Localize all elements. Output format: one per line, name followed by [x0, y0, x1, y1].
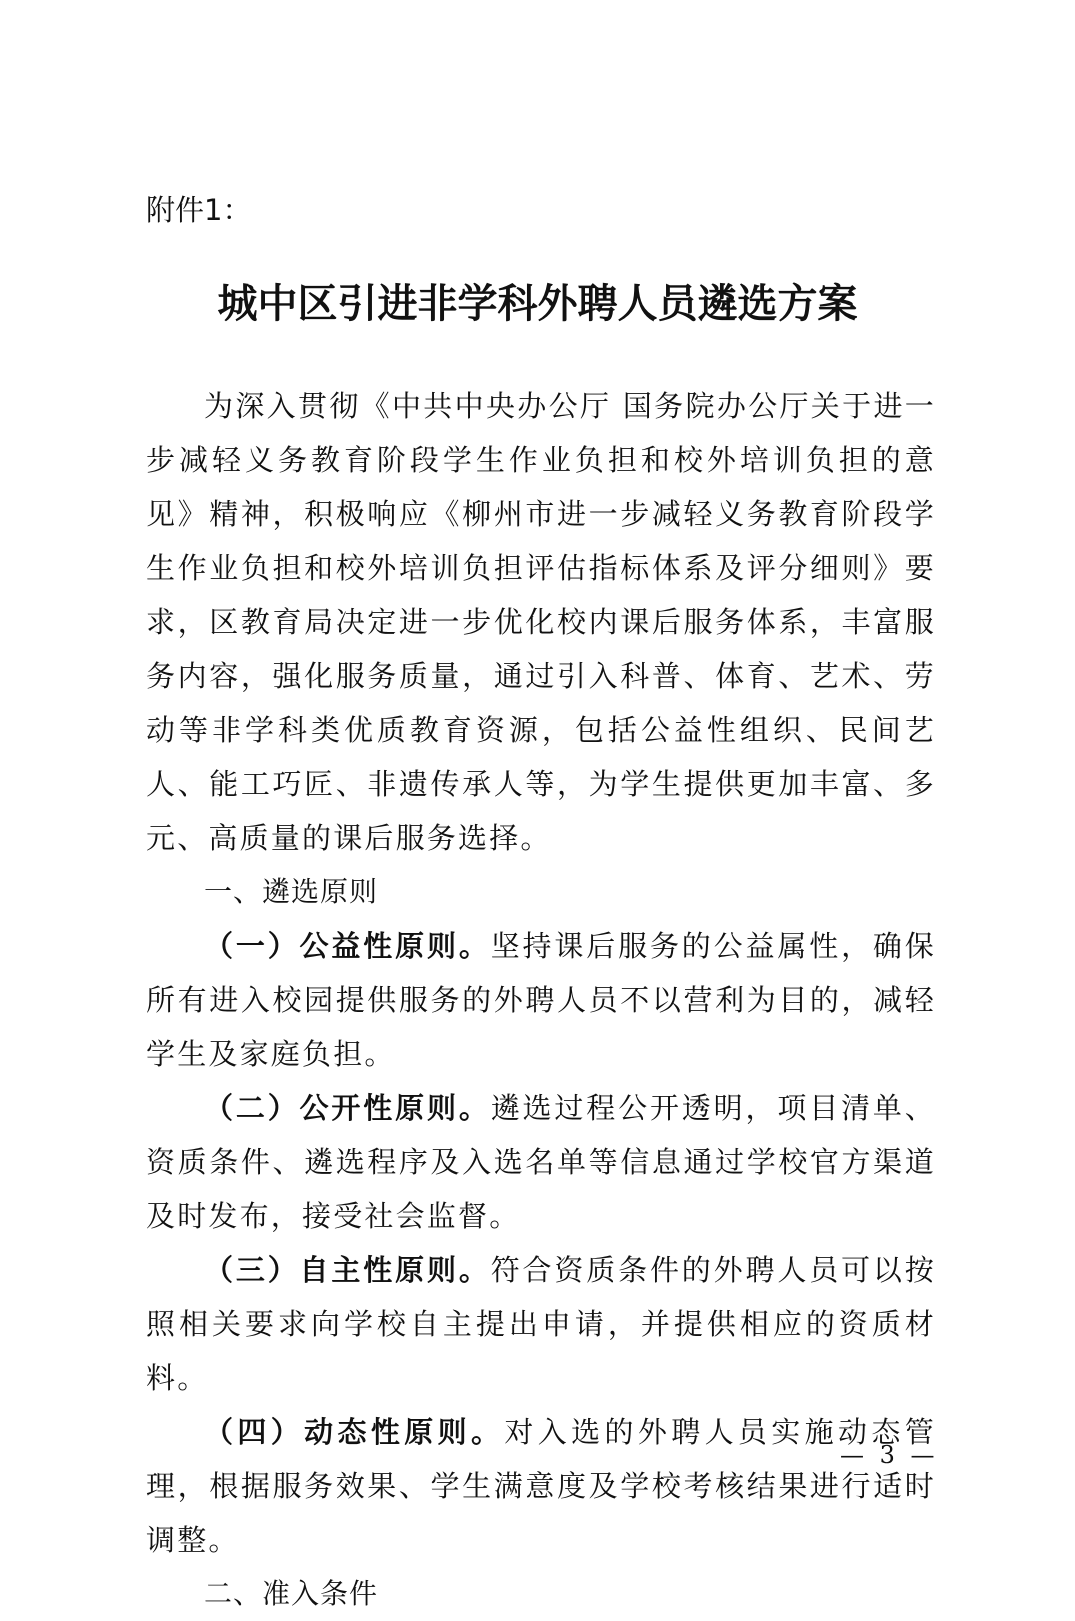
document-title: 城中区引进非学科外聘人员遴选方案	[217, 280, 858, 327]
principle-text: 符合资质条件的外聘人员可以按照相关要求向学校自主提出申请，并提供相应的资质材料。	[146, 1253, 936, 1395]
principle-label: （二）公开性原则。	[204, 1091, 491, 1125]
principle-label: （四）动态性原则。	[204, 1415, 505, 1449]
principle-text: 坚持课后服务的公益属性，确保所有进入校园提供服务的外聘人员不以营利为目的，减轻学生及家庭负担。	[146, 929, 936, 1071]
principle-paragraph	[146, 1405, 936, 1567]
page-number: — 3 —	[840, 1441, 939, 1469]
section-heading-principles: 一、遴选原则	[204, 875, 379, 908]
principle-text: 对入选的外聘人员实施动态管理，根据服务效果、学生满意度及学校考核结果进行适时调整。	[146, 1415, 936, 1557]
principle-text: 遴选过程公开透明，项目清单、资质条件、遴选程序及入选名单等信息通过学校官方渠道及时发布，接受社会监督。	[146, 1091, 936, 1233]
principle-paragraph	[146, 919, 936, 1081]
principle-label: （一）公益性原则。	[204, 929, 491, 963]
attachment-label: 附件1：	[146, 193, 252, 227]
document-body	[146, 379, 936, 1621]
section-heading-admission: 二、准入条件	[204, 1577, 379, 1610]
principle-paragraph	[146, 1081, 936, 1243]
principle-paragraph	[146, 1243, 936, 1405]
intro-paragraph: 为深入贯彻《中共中央办公厅 国务院办公厅关于进一步减轻义务教育阶段学生作业负担和校外培训负担的意见》精神，积极响应《柳州市进一步减轻义务教育阶段学生作业负担和校外培训负担评估指标体系及评分细则》要求，区教育局决定进一步优化校内课后服务体系，丰富服务内容，强化服务质量，通过引入科普、体育、艺术、劳动等非学科类优质教育资源，包括公益性组织、民间艺人、能工巧匠、非遗传承人等，为学生提供更加丰富、多元、高质量的课后服务选择。	[146, 389, 936, 855]
principle-label: （三）自主性原则。	[204, 1253, 491, 1287]
